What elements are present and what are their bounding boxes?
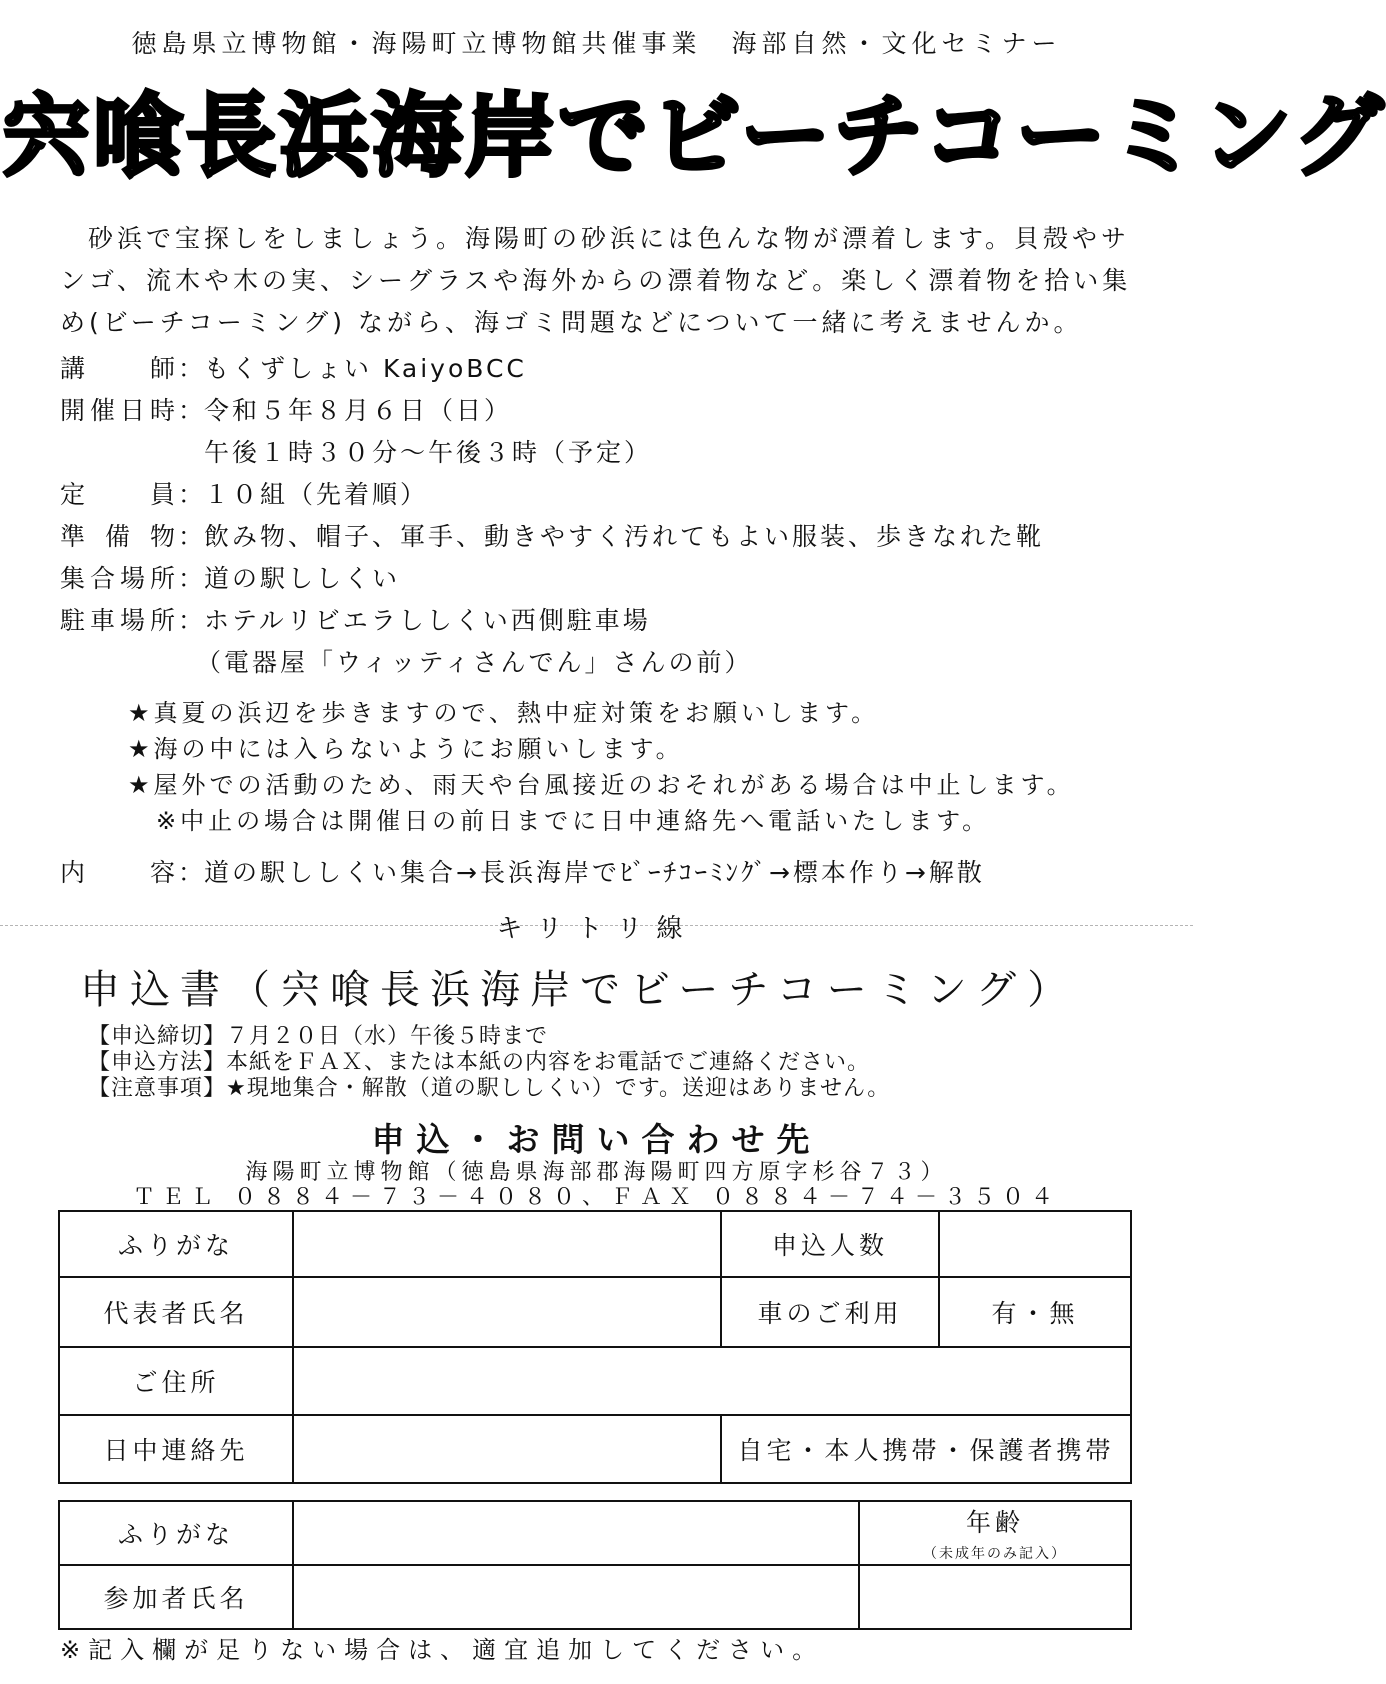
rep-name-field[interactable]	[293, 1277, 721, 1347]
form-caution: 【注意事項】★現地集合・解散（道の駅ししくい）です。送迎はありません。	[88, 1076, 891, 1101]
day-contact-field[interactable]	[293, 1415, 721, 1483]
capacity-label: 定員	[60, 480, 178, 509]
participant-furigana-field[interactable]	[293, 1501, 859, 1565]
age-header	[859, 1501, 1131, 1565]
content-label: 内容	[60, 858, 178, 887]
footer-note: ※記入欄が足りない場合は、適宜追加してください。	[60, 1636, 825, 1664]
detail-items	[60, 520, 1044, 554]
capacity-value: １０組（先着順）	[204, 480, 429, 509]
age-note: （未成年のみ記入）	[923, 1546, 1067, 1562]
car-label: 車のご利用	[721, 1277, 939, 1347]
detail-capacity	[60, 478, 428, 512]
participant-table	[58, 1500, 1132, 1630]
detail-meeting	[60, 562, 400, 596]
datetime-label: 開催日時	[60, 396, 178, 425]
detail-content	[60, 856, 985, 890]
intro-paragraph: 砂浜で宝探しをしましょう。海陽町の砂浜には色んな物が漂着します。貝殻やサンゴ、流木や木の実、シーグラスや海外からの漂着物など。楽しく漂着物を拾い集め(ビーチコーミング) ながら、海ゴミ問題などについて一緒に考えませんか。	[60, 224, 1132, 337]
detail-lecturer	[60, 352, 527, 386]
colon: ：	[178, 522, 207, 551]
address-label: ご住所	[59, 1347, 293, 1415]
datetime-value: 令和５年８月６日（日）	[204, 396, 513, 425]
colon: ：	[178, 480, 207, 509]
items-value: 飲み物、帽子、軍手、動きやすく汚れてもよい服装、歩きなれた靴	[204, 522, 1045, 551]
count-label: 申込人数	[721, 1211, 939, 1277]
form-title: 申込書（宍喰長浜海岸でビーチコーミング）	[80, 967, 1078, 1013]
parking-label: 駐車場所	[60, 606, 178, 635]
form-method: 【申込方法】本紙をＦＡＸ、または本紙の内容をお電話でご連絡ください。	[88, 1050, 871, 1075]
items-label: 準備物	[60, 522, 178, 551]
cut-line-label: キリトリ線	[496, 914, 697, 944]
participant-name-label: 参加者氏名	[59, 1565, 293, 1629]
parking-value-2: （電器屋「ウィッティさんでん」さんの前）	[196, 648, 753, 677]
address-field[interactable]	[293, 1347, 1131, 1415]
event-header-line: 徳島県立博物館・海陽町立博物館共催事業 海部自然・文化セミナー	[131, 29, 1062, 58]
form-deadline: 【申込締切】７月２０日（水）午後５時まで	[88, 1024, 549, 1049]
phone-options[interactable]: 自宅・本人携帯・保護者携帯	[721, 1415, 1131, 1483]
main-title: 宍喰長浜海岸でビーチコーミング	[0, 84, 1386, 189]
contact-address: 海陽町立博物館（徳島県海部郡海陽町四方原字杉谷７３）	[245, 1160, 948, 1185]
detail-datetime	[60, 394, 512, 428]
meeting-value: 道の駅ししくい	[204, 564, 401, 593]
colon: ：	[178, 354, 207, 383]
parking-value: ホテルリビエラししくい西側駐車場	[204, 606, 651, 635]
age-field[interactable]	[859, 1565, 1131, 1629]
contact-tel: ＴＥＬ ０８８４－７３－４０８０、ＦＡＸ ０８８４－７４－３５０４	[133, 1185, 1060, 1210]
meeting-label: 集合場所	[60, 564, 178, 593]
colon: ：	[178, 858, 207, 887]
colon: ：	[178, 564, 207, 593]
note-cancel-call: ※中止の場合は開催日の前日までに日中連絡先へ電話いたします。	[156, 807, 991, 835]
age-label: 年齢	[965, 1508, 1024, 1537]
lecturer-value: もくずしょい KaiyoBCC	[204, 354, 527, 383]
count-field[interactable]	[939, 1211, 1131, 1277]
datetime-value-2: 午後１時３０分～午後３時（予定）	[204, 438, 653, 467]
participant-name-field[interactable]	[293, 1565, 859, 1629]
note-weather: ★屋外での活動のため、雨天や台風接近のおそれがある場合は中止します。	[128, 771, 1075, 799]
contact-title: 申込・お問い合わせ先	[371, 1120, 822, 1159]
note-sea: ★海の中には入らないようにお願いします。	[128, 735, 684, 763]
note-heat: ★真夏の浜辺を歩きますので、熱中症対策をお願いします。	[128, 699, 880, 727]
colon: ：	[178, 606, 207, 635]
furigana-field[interactable]	[293, 1211, 721, 1277]
rep-name-label: 代表者氏名	[59, 1277, 293, 1347]
car-choice[interactable]: 有・無	[939, 1277, 1131, 1347]
furigana-label: ふりがな	[59, 1211, 293, 1277]
day-contact-label: 日中連絡先	[59, 1415, 293, 1483]
colon: ：	[178, 396, 207, 425]
detail-parking	[60, 604, 651, 638]
content-value: 道の駅ししくい集合→長浜海岸でﾋﾞｰﾁｺｰﾐﾝｸﾞ→標本作り→解散	[204, 858, 985, 887]
application-table	[58, 1210, 1132, 1484]
lecturer-label: 講師	[60, 354, 178, 383]
participant-furigana-label: ふりがな	[59, 1501, 293, 1565]
